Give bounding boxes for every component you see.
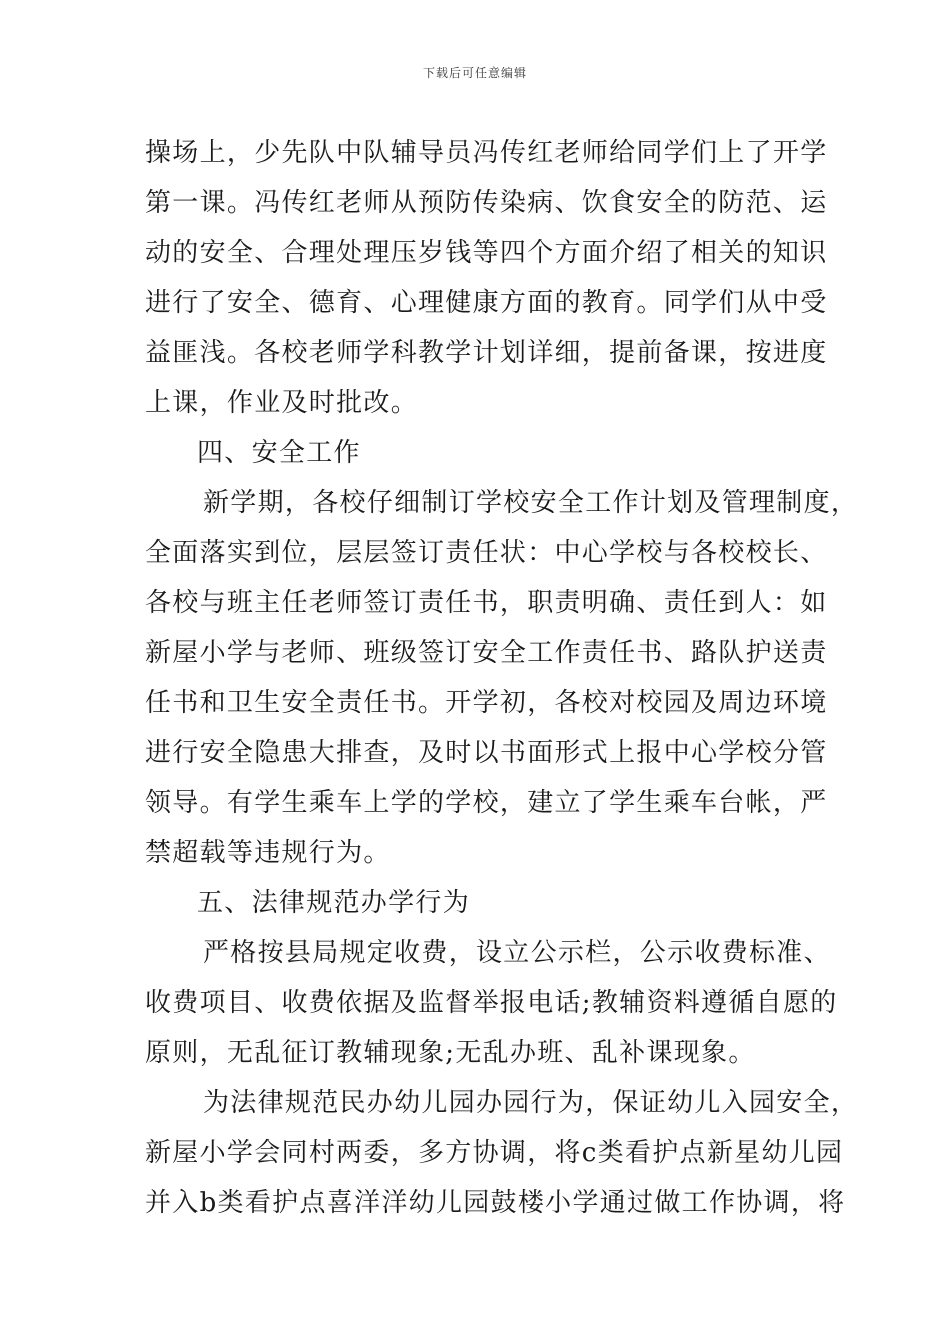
paragraph-line: 各校与班主任老师签订责任书，职责明确、责任到人：如 (145, 588, 828, 618)
paragraph-line: 领导。有学生乘车上学的学校，建立了学生乘车台帐，严 (145, 788, 828, 818)
paragraph-line: 益匪浅。各校老师学科教学计划详细，提前备课，按进度 (145, 338, 828, 368)
paragraph-line: 新屋小学与老师、班级签订安全工作责任书、路队护送责 (145, 638, 828, 668)
paragraph-line: 为法律规范民办幼儿园办园行为，保证幼儿入园安全， (203, 1088, 859, 1118)
paragraph-line: 操场上，少先队中队辅导员冯传红老师给同学们上了开学 (145, 138, 828, 168)
page-header: 下载后可任意编辑 (422, 66, 527, 80)
paragraph-line: 进行安全隐患大排查，及时以书面形式上报中心学校分管 (145, 738, 828, 768)
paragraph-line: 动的安全、合理处理压岁钱等四个方面介绍了相关的知识 (145, 238, 828, 268)
paragraph-line: 任书和卫生安全责任书。开学初，各校对校园及周边环境 (145, 688, 828, 718)
paragraph-line: 原则，无乱征订教辅现象;无乱办班、乱补课现象。 (145, 1038, 756, 1068)
paragraph-line: 禁超载等违规行为。 (145, 838, 391, 868)
paragraph-line: 收费项目、收费依据及监督举报电话;教辅资料遵循自愿的 (145, 988, 838, 1018)
paragraph-line: 全面落实到位，层层签订责任状：中心学校与各校校长、 (145, 538, 828, 568)
paragraph-line: 新屋小学会同村两委，多方协调，将c类看护点新星幼儿园 (145, 1138, 844, 1168)
paragraph-line: 进行了安全、德育、心理健康方面的教育。同学们从中受 (145, 288, 828, 318)
section-heading-safety: 四、安全工作 (197, 438, 361, 468)
section-heading-law: 五、法律规范办学行为 (197, 888, 471, 918)
paragraph-line: 上课，作业及时批改。 (145, 388, 419, 418)
paragraph-line: 第一课。冯传红老师从预防传染病、饮食安全的防范、运 (145, 188, 828, 218)
document-body (145, 128, 859, 1228)
paragraph-line: 新学期，各校仔细制订学校安全工作计划及管理制度， (203, 488, 859, 518)
paragraph-line: 严格按县局规定收费，设立公示栏，公示收费标准、 (203, 938, 831, 968)
paragraph-line: 并入b类看护点喜洋洋幼儿园鼓楼小学通过做工作协调，将 (145, 1188, 846, 1218)
